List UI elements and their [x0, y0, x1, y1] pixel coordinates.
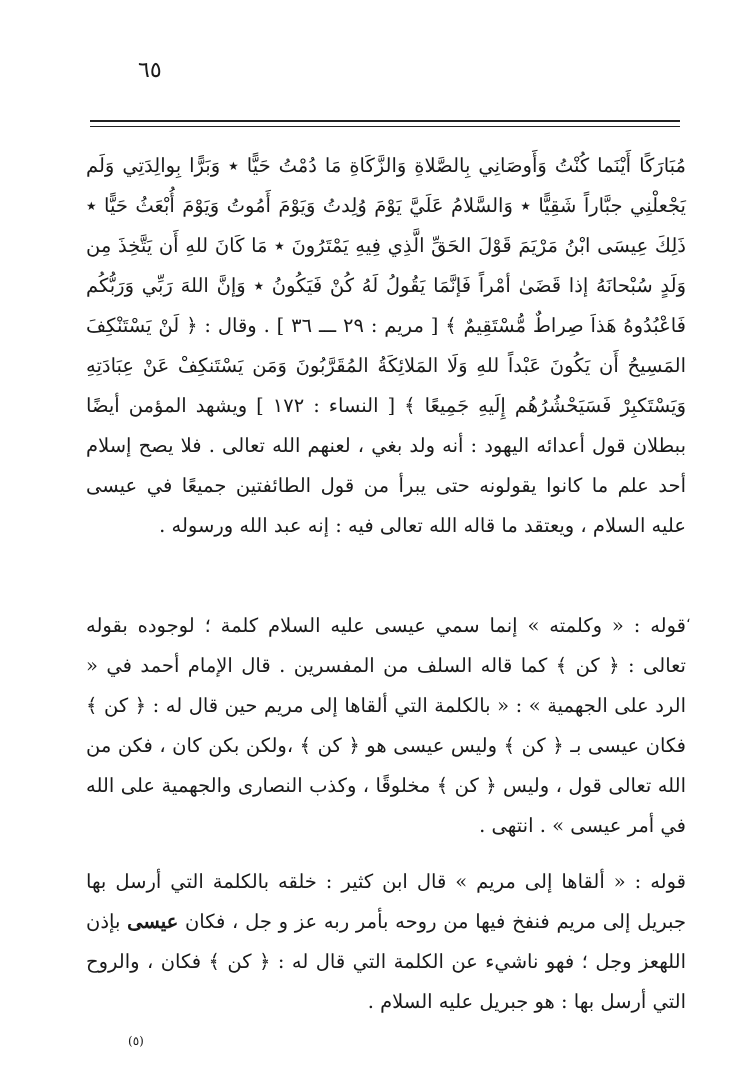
paragraph-bullet: ، — [686, 610, 691, 626]
bold-word: عيسى — [127, 910, 179, 933]
header-rule-thin — [90, 126, 680, 127]
footer-mark: (٥) — [128, 1034, 144, 1048]
paragraph-text — [86, 862, 686, 1022]
paragraph-text: قوله : « وكلمته » إنما سمي عيسى عليه السلام كلمة ؛ لوجوده بقوله تعالى : ﴿ كن ﴾ كما قاله السلف من المفسرين . قال الإمام أحمد في « الرد على الجهمية » : « بالكلمة التي ألقاها إلى مريم حين قال له : ﴿ كن ﴾ فكان عيسى بـ ﴿ كن ﴾ وليس عيسى هو ﴿ كن ﴾ ،ولكن بكن كان ، فكن من الله تعالى قول ، وليس ﴿ كن ﴾ مخلوقًا ، وكذب النصارى والجهمية على الله في أمر عيسى » . انتهى . — [86, 614, 686, 837]
page-number: ٦٥ — [138, 58, 162, 83]
paragraph-kalima — [86, 606, 686, 846]
paragraph-text: مُبَارَكًا أَيْنَما كُنْتُ وَأَوصَانِي بِالصَّلاةِ وَالزَّكَاةِ مَا دُمْتُ حَيًّا ٭ وَبَرًّا بِوالِدَتِي وَلَم يَجْعلْنِي جبَّاراً شَقِيًّا ٭ وَالسَّلامُ عَلَيَّ يَوْمَ وُلِدتُ وَيَوْمَ أَمُوتُ وَيَوْمَ أُبْعَثُ حَيًّا ٭ ذَلِكَ عِيسَى ابْنُ مَرْيَمَ قَوْلَ الحَقِّ الَّذِي فِيهِ يَمْتَرُونَ ٭ مَا كَانَ للهِ أَن يَتَّخِذَ مِن وَلَدٍ سُبْحانَهُ إذا قَضَىٰ أمْراً فَإنَّمَا يَقُولُ لَهُ كُنْ فَيَكُونُ ٭ وَإنَّ اللهَ رَبِّي وَرَبُّكُم فَاعْبُدُوهُ هَذاَ صِراطٌ مُّسْتَقِيمٌ ﴾ [ مريم : ٢٩ ـــ ٣٦ ] . وقال : ﴿ لَنْ يَسْتَنْكِفَ المَسِيحُ أَن يَكُونَ عَبْداً للهِ وَلَا المَلائِكَةُ المُقَرَّبُونَ وَمَن يَسْتَنكِفْ عَنْ عِبَادَتِهِ وَيَسْتَكبِرْ فَسَيَحْشُرُهُم إِلَيهِ جَمِيعًا ﴾ [ النساء : ١٧٢ ] ويشهد المؤمن أيضًا ببطلان قول أعدائه اليهود : أنه ولد بغي ، لعنهم الله تعالى . فلا يصح إسلام أحد علم ما كانوا يقولونه حتى يبرأ من قول الطائفتين جميعًا في عيسى عليه السلام ، ويعتقد ما قاله الله تعالى فيه : إنه عبد الله ورسوله . — [86, 154, 687, 537]
text-segment: بإذن اللهعز وجل ؛ فهو ناشيء عن الكلمة التي قال له : ﴿ كن ﴾ فكان ، والروح التي أرسل بها : هو جبريل عليه السلام . — [86, 910, 686, 1013]
paragraph-alqaha — [86, 862, 686, 1022]
text-segment: قوله : « ألقاها إلى مريم » قال ابن كثير : خلقه بالكلمة التي أرسل بها جبريل إلى مريم فنفخ فيها من روحه بأمر ربه عز و جل ، فكان — [86, 870, 686, 933]
header-rule-thick — [90, 120, 680, 122]
paragraph-quran-quote — [86, 146, 686, 546]
